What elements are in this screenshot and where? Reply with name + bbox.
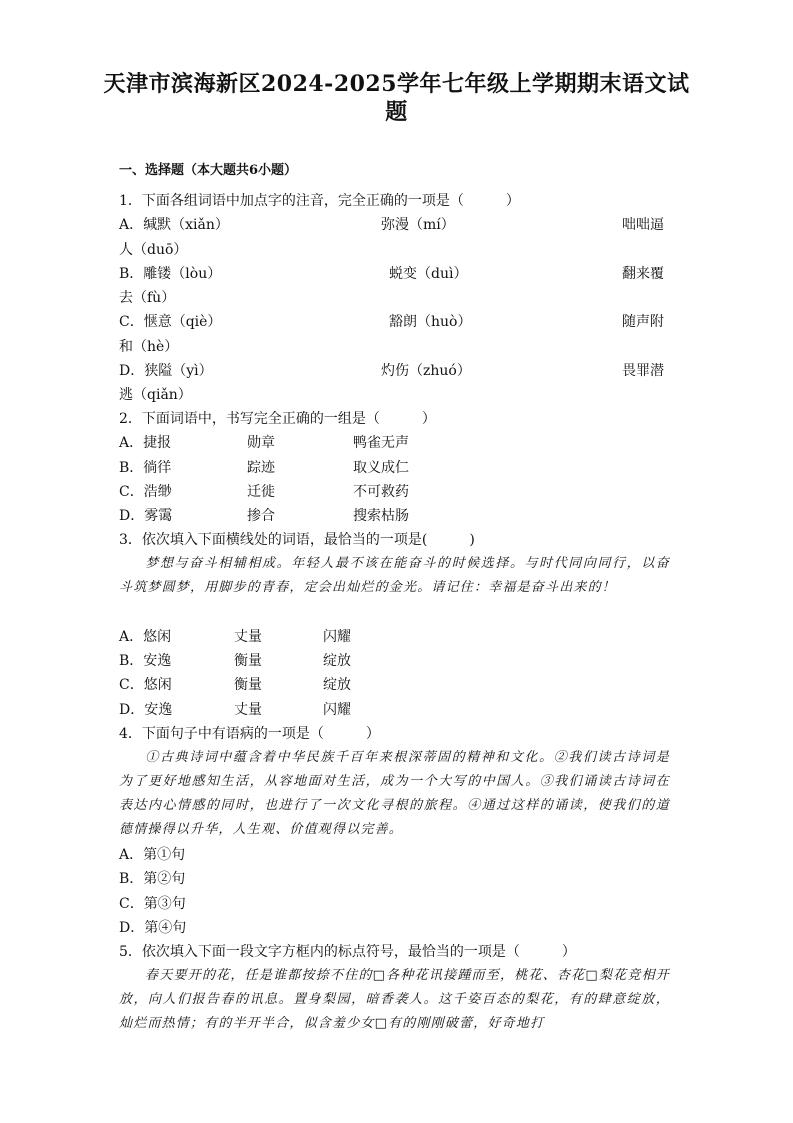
q3-option-b: B．安逸: [119, 653, 172, 669]
q2-option-a-word2: 勋章: [247, 435, 275, 451]
q3-option-c-word2: 衡量: [234, 677, 262, 693]
q5-passage: [119, 964, 670, 1036]
q5-stem: 5．依次填入下面一段文字方框内的标点符号，最恰当的一项是（ ）: [119, 944, 576, 960]
q5-passage-text: 春天要开的花，任是谁都按捺不住的□各种花讯接踵而至，桃花、杏花□梨花竞相开放，向人们报告春的讯息。置身梨园，暗香袭人。这千姿百态的梨花，有的肆意绽放，灿烂而热情；有的半开半合，似含羞少女□有的刚刚破蕾，好奇地打: [119, 968, 670, 1031]
q4-option-d: D．第④句: [119, 920, 187, 936]
q2-option-b-word3: 取义成仁: [353, 460, 409, 476]
q4-stem: 4．下面句子中有语病的一项是（ ）: [119, 726, 380, 742]
q2-option-c-word3: 不可救药: [353, 484, 409, 500]
q1-option-d: D．狭隘（yì）: [119, 363, 213, 379]
q3-passage-text: 梦想与奋斗相辅相成。年轻人最不该在能奋斗的时候选择。与时代同向同行，以奋斗筑梦圆梦，用脚步的青春，定会出灿烂的金光。请记住：幸福是奋斗出来的！: [119, 556, 670, 595]
q2-option-b: B．徜徉: [119, 460, 172, 476]
q3-option-c-word3: 绽放: [323, 677, 351, 693]
q3-stem: 3．依次填入下面横线处的词语，最恰当的一项是( ): [119, 532, 475, 548]
q4-option-a: A．第①句: [119, 847, 186, 863]
q4-passage-text: ①古典诗词中蕴含着中华民族千百年来根深蒂固的精神和文化。②我们读古诗词是为了更好地感知生活，从容地面对生活，成为一个大写的中国人。③我们诵读古诗词在表达内心情感的同时，也进行了一次文化寻根的旅程。④通过这样的诵读，使我们的道德情操得以升华，人生观、价值观得以完善。: [119, 750, 670, 837]
q1-option-c-wrap: 和（hè）: [119, 339, 179, 355]
q1-option-d-wrap: 逃（qiǎn）: [119, 387, 192, 403]
q3-option-d-word3: 闪耀: [323, 702, 351, 718]
q1-option-a: A．缄默（xiǎn）: [119, 217, 229, 233]
q1-option-d-word3: 畏罪潜: [622, 363, 664, 379]
q2-option-d-word3: 搜索枯肠: [353, 508, 409, 524]
q3-option-d-word2: 丈量: [234, 702, 262, 718]
page-title-line1: 天津市滨海新区2024-2025学年七年级上学期期末语文试: [103, 71, 690, 97]
q1-option-b-word3: 翻来覆: [622, 266, 664, 282]
q1-option-c: C．惬意（qiè）: [119, 314, 222, 330]
q1-option-a-word2: 弥漫（mí）: [381, 217, 455, 233]
q2-option-b-word2: 踪迹: [247, 460, 275, 476]
q2-option-a: A．捷报: [119, 435, 172, 451]
q2-option-a-word3: 鸭雀无声: [353, 435, 409, 451]
q2-option-c-word2: 迁徙: [247, 484, 275, 500]
q3-option-d: D．安逸: [119, 702, 173, 718]
q1-option-b-wrap: 去（fù）: [119, 290, 176, 306]
q2-stem: 2．下面词语中，书写完全正确的一组是（ ）: [119, 411, 436, 427]
q2-option-d-word2: 掺合: [247, 508, 275, 524]
q3-option-c: C．悠闲: [119, 677, 172, 693]
q2-option-c: C．浩缈: [119, 484, 172, 500]
q1-option-a-word3: 咄咄逼: [622, 217, 664, 233]
q3-option-a-word2: 丈量: [234, 629, 262, 645]
q3-option-a-word3: 闪耀: [323, 629, 351, 645]
q1-option-b: B．雕镂（lòu）: [119, 266, 222, 282]
q4-passage: [119, 746, 670, 842]
q1-option-d-word2: 灼伤（zhuó）: [381, 363, 471, 379]
q1-option-a-wrap: 人（duō）: [119, 242, 188, 258]
q3-option-a: A．悠闲: [119, 629, 172, 645]
q3-option-b-word3: 绽放: [323, 653, 351, 669]
q4-option-b: B．第②句: [119, 871, 186, 887]
q1-option-c-word3: 随声附: [622, 314, 664, 330]
q1-option-c-word2: 豁朗（huò）: [389, 314, 472, 330]
q3-passage: [119, 552, 670, 600]
q1-option-b-word2: 蜕变（duì）: [389, 266, 468, 282]
q4-option-c: C．第③句: [119, 896, 186, 912]
q1-stem: 1．下面各组词语中加点字的注音，完全正确的一项是（ ）: [119, 193, 520, 209]
page-title-line2: 题: [385, 99, 408, 125]
section-heading: 一、选择题（本大题共6小题）: [119, 163, 298, 178]
q3-option-b-word2: 衡量: [234, 653, 262, 669]
q2-option-d: D．雾霭: [119, 508, 173, 524]
